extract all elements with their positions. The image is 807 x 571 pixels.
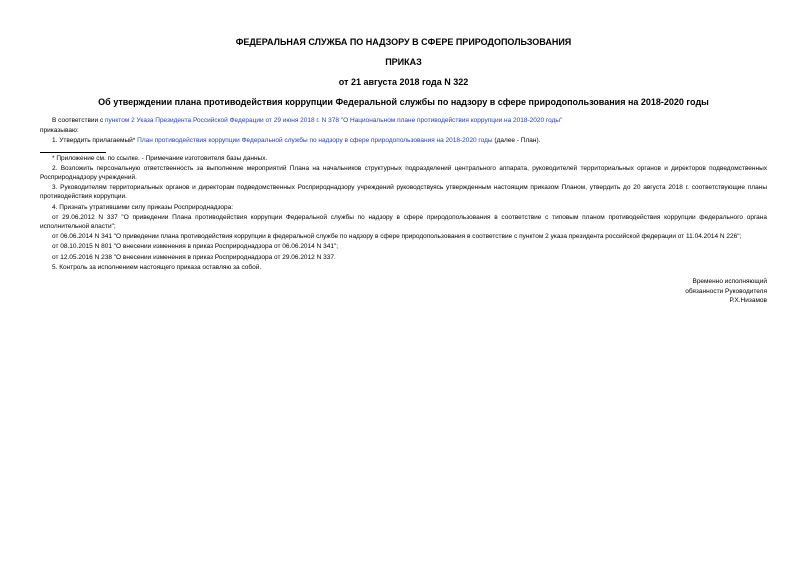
plan-link[interactable]: План противодействия коррупции Федеральной службы по надзору в сфере природопользования на 2018-2020 годы bbox=[137, 137, 493, 145]
decree-link[interactable]: пунктом 2 Указа Президента Российской Федерации от 29 июня 2018 г. N 378 "О Национальном плане противодействия коррупции на 2018-2020 годы" bbox=[105, 117, 563, 124]
footnote: * Приложение см. по ссылке. - Примечание изготовителя базы данных. bbox=[52, 154, 268, 162]
signature-line-2: обязанности Руководителя bbox=[685, 287, 767, 295]
agency-name: ФЕДЕРАЛЬНАЯ СЛУЖБА ПО НАДЗОРУ В СФЕРЕ ПРИРОДОПОЛЬЗОВАНИЯ bbox=[235, 37, 572, 47]
item-4: 4. Признать утратившими силу приказы Росприроднадзора: bbox=[52, 203, 234, 211]
signature-line-1: Временно исполняющий bbox=[692, 278, 767, 286]
item-1 bbox=[40, 136, 767, 145]
intro-prefix: В соответствии с bbox=[52, 117, 106, 124]
document-type: ПРИКАЗ bbox=[385, 57, 422, 67]
item-1-suffix: (далее - План). bbox=[492, 137, 541, 145]
item-2: 2. Возложить персональную ответственность за выполнение мероприятий Плана на начальников структурных подразделений центрального аппарата, руководителей территориальных органов и директоров подведомственных Росприроднадзору учреждений. bbox=[40, 164, 767, 182]
item-5: 5. Контроль за исполнением настоящего приказа оставляю за собой. bbox=[52, 263, 262, 271]
footnote-divider bbox=[40, 152, 106, 153]
document-title: Об утверждении плана противодействия коррупции Федеральной службы по надзору в сфере природопользования на 2018-2020 годы bbox=[98, 97, 709, 107]
item-1-prefix: 1. Утвердить прилагаемый* bbox=[52, 137, 138, 145]
document-date-number: от 21 августа 2018 года N 322 bbox=[338, 77, 469, 87]
item-4-a: от 29.06.2012 N 337 "О приведении Плана противодействия коррупции Федеральной службы по надзору в сфере природопользования в соответствие с типовым планом противодействия коррупции федерального органа исполнительной власти"; bbox=[40, 213, 767, 231]
item-4-d: от 12.05.2016 N 238 "О внесении изменения в приказ Росприроднадзора от 29.06.2012 N 337. bbox=[52, 253, 336, 261]
signature-name: Р.Х.Низамов bbox=[729, 297, 767, 305]
intro-paragraph bbox=[40, 116, 767, 125]
item-4-b: от 06.06.2014 N 341 "О приведении плана противодействия коррупции в федеральной службе по надзору в сфере природопользования в соответствие с пунктом 2 указа президента российской федерации от 11.04.2014 N 226"; bbox=[52, 233, 742, 241]
order-word: приказываю: bbox=[40, 127, 79, 135]
item-3: 3. Руководителям территориальных органов и директорам подведомственных Росприроднадзору учреждений руководствуясь утвержденным настоящим приказом Планом, утвердить до 20 августа 2018 г. соответствующие планы противодействия коррупции. bbox=[40, 184, 767, 201]
item-4-c: от 08.10.2015 N 801 "О внесении изменения в приказ Росприроднадзора от 06.06.2014 N 341"; bbox=[52, 243, 339, 251]
signature-block bbox=[40, 277, 767, 306]
document-body bbox=[40, 116, 767, 272]
